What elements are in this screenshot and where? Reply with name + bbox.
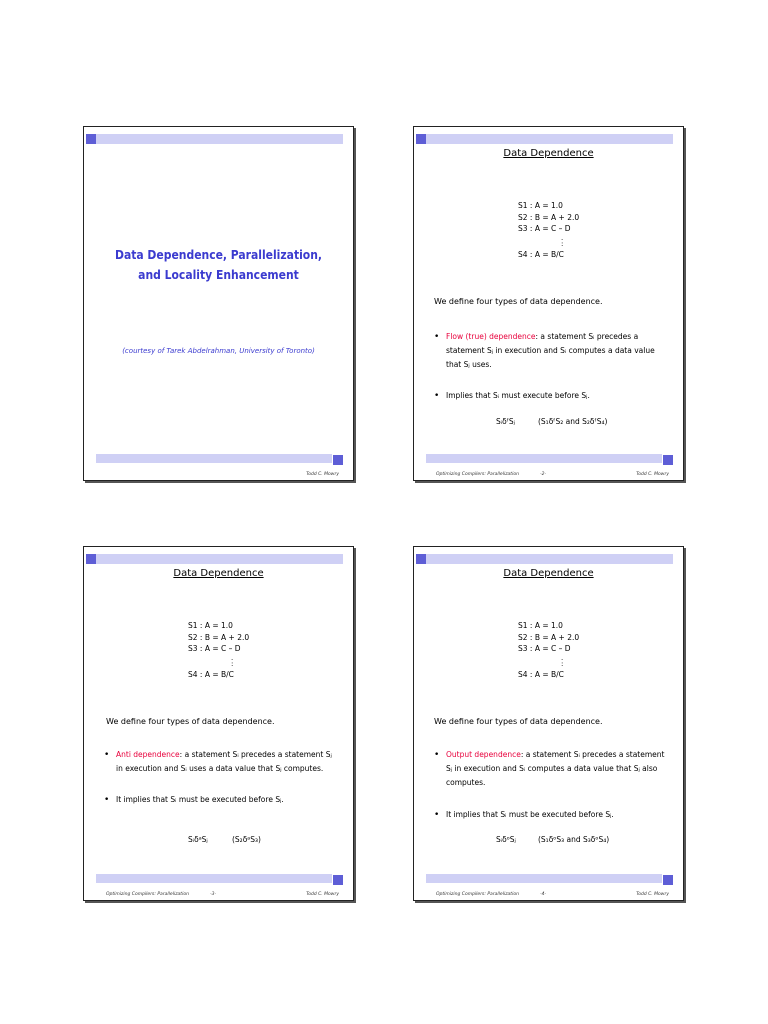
cover-title-line1: Data Dependence, Parallelization, <box>114 248 323 262</box>
footer-author: Todd C. Mowry <box>306 472 339 477</box>
bullet-definition <box>434 330 666 372</box>
code-line: S3 : A = C – D <box>518 644 571 653</box>
slide-top-square <box>86 554 96 564</box>
code-line: S2 : B = A + 2.0 <box>518 212 580 222</box>
code-line: S4 : A = B/C <box>518 249 564 259</box>
code-block <box>518 620 579 680</box>
definition-text: : a statement Sᵢ precedes a statement Sⱼ in execution and Sᵢ uses a data value that Sⱼ computes. <box>116 750 332 773</box>
slide-bottom-bar <box>96 874 332 883</box>
code-ellipsis: . : <box>231 653 234 668</box>
slide-top-bar <box>426 134 673 144</box>
slide-title: Data Dependence <box>503 568 594 579</box>
footer-author: Todd C. Mowry <box>306 892 339 897</box>
code-line: S4 : A = B/C <box>188 669 234 679</box>
intro-text: We define four types of data dependence. <box>434 717 603 726</box>
slide-bottom-bar <box>426 454 662 463</box>
slide-title: Data Dependence <box>503 148 594 159</box>
slide-top-square <box>86 134 96 144</box>
slide-top-bar <box>426 554 673 564</box>
slide-3 <box>83 546 354 901</box>
footer-course: Optimizing Compilers: Parallelization <box>436 472 519 477</box>
footer-author: Todd C. Mowry <box>636 892 669 897</box>
bullet-implication <box>434 808 666 822</box>
relation-general: SᵢδᵒSⱼ <box>496 835 516 844</box>
intro-text: We define four types of data dependence. <box>106 717 275 726</box>
slide-bottom-bar <box>96 454 332 463</box>
slide-bottom-square <box>663 875 673 885</box>
dependence-term: Anti dependence <box>116 750 180 759</box>
implication-text: It implies that Sᵢ must be executed before Sⱼ. <box>446 810 614 819</box>
code-line: S2 : B = A + 2.0 <box>188 632 250 642</box>
bullet-dot: • <box>434 810 440 820</box>
code-line: S1 : A = 1.0 <box>188 621 233 630</box>
bullet-dot: • <box>104 795 110 805</box>
slide-top-square <box>416 554 426 564</box>
implication-text: Implies that Sᵢ must execute before Sⱼ. <box>446 391 590 400</box>
code-ellipsis: . : <box>561 233 564 248</box>
bullet-dot: • <box>104 750 110 760</box>
cover-credit: (courtesy of Tarek Abdelrahman, University of Toronto) <box>122 347 315 355</box>
slide-bottom-bar <box>426 874 662 883</box>
bullet-dot: • <box>434 332 440 342</box>
slide-1 <box>83 126 354 481</box>
slide-bottom-square <box>333 455 343 465</box>
footer-course: Optimizing Compilers: Parallelization <box>106 892 189 897</box>
code-line: S4 : A = B/C <box>518 669 564 679</box>
slide-top-bar <box>96 134 343 144</box>
bullet-implication <box>434 389 666 403</box>
code-ellipsis: . : <box>561 653 564 668</box>
slide-top-square <box>416 134 426 144</box>
code-line: S2 : B = A + 2.0 <box>518 632 580 642</box>
bullet-dot: • <box>434 391 440 401</box>
bullet-definition <box>434 748 666 790</box>
code-block <box>518 200 579 260</box>
intro-text: We define four types of data dependence. <box>434 297 603 306</box>
slide-title: Data Dependence <box>173 568 264 579</box>
definition-text: : a statement Sᵢ precedes a statement Sⱼ in execution and Sᵢ computes a data value that Sⱼ uses. <box>446 332 655 369</box>
slide-bottom-square <box>663 455 673 465</box>
code-line: S1 : A = 1.0 <box>518 621 563 630</box>
dependence-term: Flow (true) dependence <box>446 332 536 341</box>
relation-general: SᵢδᶠSⱼ <box>496 417 515 426</box>
relation-example: (S₁δᵒS₃ and S₃δᵒS₄) <box>538 835 610 844</box>
code-block <box>188 620 249 680</box>
slide-4 <box>413 546 684 901</box>
relation-example: (S₁δᶠS₂ and S₂δᶠS₄) <box>538 417 608 426</box>
footer-page-number: -3- <box>210 892 217 897</box>
bullet-implication <box>104 793 336 807</box>
code-line: S1 : A = 1.0 <box>518 201 563 210</box>
slide-2 <box>413 126 684 481</box>
code-line: S3 : A = C – D <box>518 224 571 233</box>
definition-text: : a statement Sᵢ precedes a statement Sⱼ in execution and Sᵢ computes a data value that Sⱼ also computes. <box>446 750 665 787</box>
slide-top-bar <box>96 554 343 564</box>
footer-author: Todd C. Mowry <box>636 472 669 477</box>
code-line: S3 : A = C – D <box>188 644 241 653</box>
dependence-term: Output dependence <box>446 750 521 759</box>
implication-text: It implies that Sᵢ must be executed before Sⱼ. <box>116 795 284 804</box>
relation-general: SᵢδᵃSⱼ <box>188 835 208 844</box>
bullet-dot: • <box>434 750 440 760</box>
bullet-definition <box>104 748 336 776</box>
footer-course: Optimizing Compilers: Parallelization <box>436 892 519 897</box>
cover-title <box>84 245 353 285</box>
slide-bottom-square <box>333 875 343 885</box>
relation-example: (S₂δᵃS₃) <box>232 835 261 844</box>
cover-title-line2: and Locality Enhancement <box>138 268 299 282</box>
footer-page-number: -2- <box>540 472 547 477</box>
footer-page-number: -4- <box>540 892 547 897</box>
